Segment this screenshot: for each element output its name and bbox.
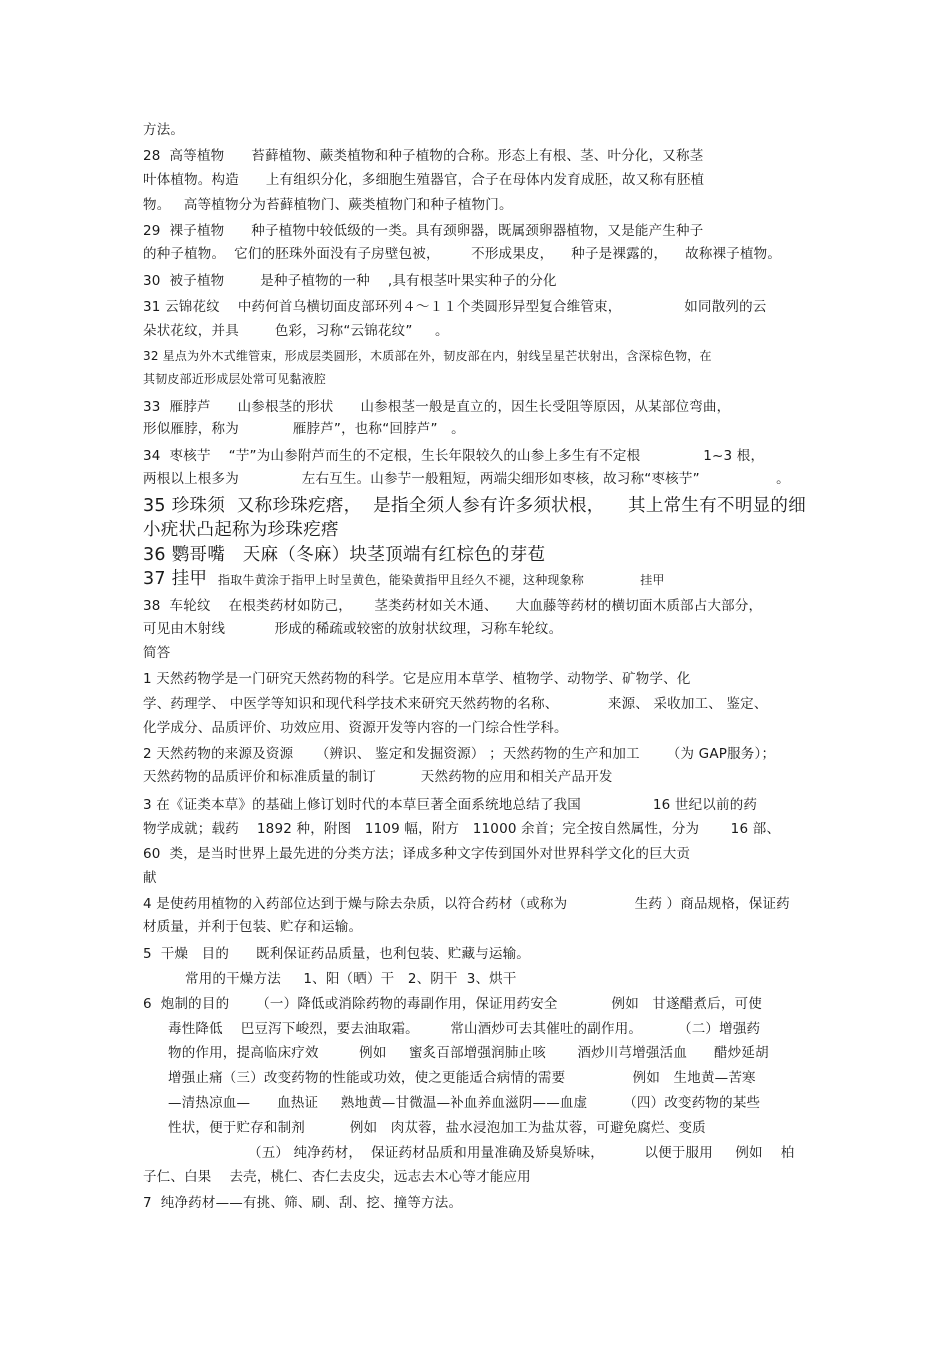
text-line: 献 [143,870,157,886]
text-line: 小疣状凸起称为珍珠疙瘩 [143,520,339,540]
text-line: 28 高等植物 苔藓植物、蕨类植物和种子植物的合称。形态上有根、茎、叶分化，又称茎 [143,148,704,164]
text-line: 增强止痛（三）改变药物的性能或功效，使之更能适合病情的需要 例如 生地黄—苦寒 [168,1070,756,1086]
text-line: 物。 高等植物分为苔藓植物门、蕨类植物门和种子植物门。 [143,197,513,213]
text-line: 37 挂甲 [143,569,208,589]
text-line: 常用的干燥方法 1、阳（晒）干 2、阴干 3、烘干 [185,971,517,987]
text-line: 60 类，是当时世界上最先进的分类方法；译成多种文字传到国外对世界科学文化的巨大贡 [143,846,691,862]
text-line: 材质量，并利于包装、贮存和运输。 [143,919,363,935]
text-line: 毒性降低 巴豆泻下峻烈，要去油取霜。 常山酒炒可去其催吐的副作用。 （二）增强药 [168,1021,761,1037]
section-heading: 简答 [143,645,171,661]
text-line: 32 星点为外木式维管束，形成层类圆形，木质部在外，韧皮部在内，射线呈星芒状射出，含深棕色物，在 [143,349,712,363]
text-line: 34 枣核艼 “艼”为山参附芦而生的不定根，生长年限较久的山参上多生有不定根 1~3 根， [143,448,765,464]
text-line: 30 被子植物 是种子植物的一种 ,具有根茎叶果实种子的分化 [143,273,557,289]
text-line: 性状，便于贮存和制剂 例如 肉苁蓉，盐水浸泡加工为盐苁蓉，可避免腐烂、变质 [168,1120,706,1136]
text-line: 方法。 [143,122,185,138]
text-line: 5 干燥 目的 既利保证药品质量，也利包装、贮藏与运输。 [143,946,530,962]
text-line: 的种子植物。 它们的胚珠外面没有子房壁包被， 不形成果皮， 种子是裸露的， 故称裸子植物。 [143,246,782,262]
text-line: 其韧皮部近形成层处常可见黏液腔 [143,372,327,386]
text-line: 33 雁脖芦 山参根茎的形状 山参根茎一般是直立的，因生长受阻等原因，从某部位弯曲， [143,399,731,415]
text-line: 7 纯净药材——有挑、筛、刷、刮、挖、撞等方法。 [143,1195,463,1211]
text-line: 两根以上根多为 左右互生。山参艼一般粗短，两端尖细形如枣核，故习称“枣核艼” 。 [143,471,790,487]
text-line: 形似雁脖，称为 雁脖芦”，也称“回脖芦” 。 [143,421,465,437]
text-line: 学、药理学、 中医学等知识和现代科学技术来研究天然药物的名称、 来源、 采收加工、 鉴定、 [143,696,768,712]
text-line: 29 裸子植物 种子植物中较低级的一类。具有颈卵器，既属颈卵器植物，又是能产生种子 [143,223,704,239]
text-line: 化学成分、品质评价、功效应用、资源开发等内容的一门综合性学科。 [143,720,568,736]
text-line: 31 云锦花纹 中药何首乌横切面皮部环列４～１１个类圆形异型复合维管束， 如同散列的云 [143,299,767,315]
text-line: 朵状花纹，并具 色彩，习称“云锦花纹” 。 [143,323,449,339]
text-line: 叶体植物。构造 上有组织分化，多细胞生殖器官，合子在母体内发育成胚，故又称有胚植 [143,172,705,188]
text-line: 4 是使药用植物的入药部位达到于燥与除去杂质，以符合药材（或称为 生药 ）商品规格，保证药 [143,896,790,912]
text-line: 可见由木射线 形成的稀疏或较密的放射状纹理，习称车轮纹。 [143,621,563,637]
text-line: 2 天然药物的来源及资源 （辨识、 鉴定和发掘资源） ；天然药物的生产和加工 （为 GAP服务）； [143,746,776,762]
text-line: 天然药物的品质评价和标准质量的制订 天然药物的应用和相关产品开发 [143,769,613,785]
text-line: —清热凉血— 血热证 熟地黄—甘微温—补血养血滋阴——血虚 （四）改变药物的某些 [168,1095,761,1111]
text-line: 子仁、白果 去壳，桃仁、杏仁去皮尖，远志去木心等才能应用 [143,1169,531,1185]
text-line: 物学成就；载药 1892 种，附图 1109 幅，附方 11000 余首；完全按自然属性，分为 16 部、 [143,821,781,837]
text-line: 38 车轮纹 在根类药材如防己， 茎类药材如关木通、 大血藤等药材的横切面木质部占大部分， [143,598,763,614]
text-line: 6 炮制的目的 （一）降低或消除药物的毒副作用，保证用药安全 例如 甘遂醋煮后，可使 [143,996,762,1012]
text-line: 35 珍珠须 又称珍珠疙瘩， 是指全须人参有许多须状根， 其上常生有不明显的细 [143,496,807,516]
text-line: 36 鹦哥嘴 天麻（冬麻）块茎顶端有红棕色的芽苞 [143,545,546,565]
text-line: 指取牛黄涂于指甲上时呈黄色，能染黄指甲且经久不褪，这种现象称 挂甲 [218,573,665,587]
text-line: 3 在《证类本草》的基础上修订划时代的本草巨著全面系统地总结了我国 16 世纪以前的药 [143,797,758,813]
text-line: 1 天然药物学是一门研究天然药物的科学。它是应用本草学、植物学、动物学、矿物学、化 [143,671,691,687]
text-line: （五） 纯净药材， 保证药材品质和用量准确及矫臭矫味， 以便于服用 例如 柏 [248,1145,795,1161]
text-line: 物的作用，提高临床疗效 例如 蜜炙百部增强润肺止咳 酒炒川芎增强活血 醋炒延胡 [168,1045,769,1061]
